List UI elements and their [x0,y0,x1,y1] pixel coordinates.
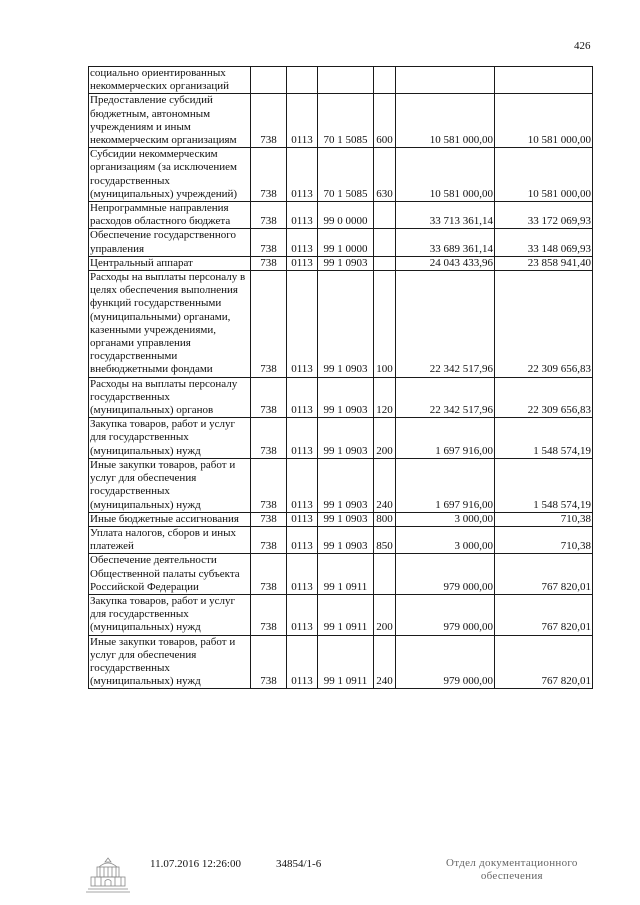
code-cell: 738 [251,271,287,378]
expense-type-cell [374,229,396,256]
table-row [89,418,593,459]
section-cell: 0113 [287,148,318,202]
table-row [89,554,593,595]
name-cell: социально ориентированных некоммерческих организаций [89,67,251,94]
article-cell: 99 1 0903 [318,458,374,512]
article-cell: 99 1 0911 [318,554,374,595]
amount-year1-cell: 22 342 517,96 [396,377,495,418]
code-cell: 738 [251,512,287,526]
code-cell: 738 [251,377,287,418]
code-cell: 738 [251,202,287,229]
name-cell: Центральный аппарат [89,256,251,270]
code-cell [251,67,287,94]
section-cell: 0113 [287,229,318,256]
expense-type-cell: 200 [374,594,396,635]
code-cell: 738 [251,94,287,148]
amount-year1-cell [396,67,495,94]
article-cell: 70 1 5085 [318,148,374,202]
amount-year2-cell: 767 820,01 [495,635,593,689]
article-cell: 99 1 0911 [318,594,374,635]
article-cell: 99 1 0903 [318,256,374,270]
name-cell: Иные бюджетные ассигнования [89,512,251,526]
name-cell: Предоставление субсидий бюджетным, автономным учреждениям и иным некоммерческим организациям [89,94,251,148]
section-cell: 0113 [287,377,318,418]
expense-type-cell: 600 [374,94,396,148]
amount-year2-cell: 22 309 656,83 [495,271,593,378]
amount-year1-cell: 1 697 916,00 [396,418,495,459]
code-cell: 738 [251,458,287,512]
section-cell: 0113 [287,256,318,270]
expense-type-cell: 200 [374,418,396,459]
expense-type-cell [374,67,396,94]
amount-year1-cell: 3 000,00 [396,512,495,526]
footer-doc-number: 34854/1-6 [276,858,322,870]
amount-year2-cell: 23 858 941,40 [495,256,593,270]
name-cell: Субсидии некоммерческим организациям (за исключением государственных (муниципальных) учреждений) [89,148,251,202]
expense-type-cell: 120 [374,377,396,418]
amount-year1-cell: 3 000,00 [396,526,495,553]
name-cell: Обеспечение деятельности Общественной палаты субъекта Российской Федерации [89,554,251,595]
code-cell: 738 [251,526,287,553]
page-number: 426 [574,40,591,52]
name-cell: Иные закупки товаров, работ и услуг для обеспечения государственных (муниципальных) нужд [89,635,251,689]
name-cell: Уплата налогов, сборов и иных платежей [89,526,251,553]
expense-type-cell: 630 [374,148,396,202]
expense-type-cell: 100 [374,271,396,378]
table-row [89,512,593,526]
amount-year1-cell: 22 342 517,96 [396,271,495,378]
article-cell: 99 1 0903 [318,271,374,378]
expense-type-cell: 240 [374,458,396,512]
section-cell: 0113 [287,554,318,595]
code-cell: 738 [251,229,287,256]
expense-type-cell: 800 [374,512,396,526]
amount-year1-cell: 1 697 916,00 [396,458,495,512]
amount-year2-cell: 1 548 574,19 [495,458,593,512]
stamp-line-2: обеспечения [480,870,543,882]
amount-year2-cell: 33 172 069,93 [495,202,593,229]
amount-year2-cell: 22 309 656,83 [495,377,593,418]
section-cell: 0113 [287,635,318,689]
section-cell: 0113 [287,202,318,229]
code-cell: 738 [251,635,287,689]
amount-year2-cell [495,67,593,94]
section-cell: 0113 [287,526,318,553]
amount-year2-cell: 767 820,01 [495,554,593,595]
article-cell: 99 1 0911 [318,635,374,689]
expense-type-cell [374,202,396,229]
amount-year1-cell: 10 581 000,00 [396,148,495,202]
code-cell: 738 [251,148,287,202]
amount-year2-cell: 10 581 000,00 [495,94,593,148]
amount-year1-cell: 33 689 361,14 [396,229,495,256]
section-cell: 0113 [287,271,318,378]
table-row [89,377,593,418]
name-cell: Обеспечение государственного управления [89,229,251,256]
amount-year2-cell: 767 820,01 [495,594,593,635]
name-cell: Расходы на выплаты персоналу государственных (муниципальных) органов [89,377,251,418]
amount-year2-cell: 10 581 000,00 [495,148,593,202]
name-cell: Закупка товаров, работ и услуг для государственных (муниципальных) нужд [89,418,251,459]
section-cell [287,67,318,94]
article-cell: 99 1 0903 [318,377,374,418]
table-row [89,458,593,512]
amount-year1-cell: 979 000,00 [396,635,495,689]
article-cell: 99 0 0000 [318,202,374,229]
table-row [89,229,593,256]
budget-table [88,66,593,689]
table-row [89,594,593,635]
expense-type-cell [374,256,396,270]
code-cell: 738 [251,418,287,459]
table-row [89,148,593,202]
table-row [89,256,593,270]
code-cell: 738 [251,594,287,635]
table-row [89,67,593,94]
article-cell: 99 1 0903 [318,418,374,459]
amount-year1-cell: 10 581 000,00 [396,94,495,148]
section-cell: 0113 [287,418,318,459]
amount-year2-cell: 710,38 [495,526,593,553]
table-row [89,271,593,378]
name-cell: Закупка товаров, работ и услуг для государственных (муниципальных) нужд [89,594,251,635]
amount-year2-cell: 1 548 574,19 [495,418,593,459]
expense-type-cell [374,554,396,595]
emblem-icon [85,855,131,895]
section-cell: 0113 [287,94,318,148]
expense-type-cell: 240 [374,635,396,689]
amount-year2-cell: 710,38 [495,512,593,526]
stamp-line-1: Отдел документационного [446,857,578,869]
article-cell: 99 1 0000 [318,229,374,256]
amount-year1-cell: 24 043 433,96 [396,256,495,270]
article-cell: 99 1 0903 [318,526,374,553]
department-stamp [446,857,578,883]
name-cell: Иные закупки товаров, работ и услуг для обеспечения государственных (муниципальных) нужд [89,458,251,512]
section-cell: 0113 [287,594,318,635]
article-cell: 70 1 5085 [318,94,374,148]
amount-year1-cell: 979 000,00 [396,554,495,595]
amount-year1-cell: 33 713 361,14 [396,202,495,229]
article-cell: 99 1 0903 [318,512,374,526]
amount-year1-cell: 979 000,00 [396,594,495,635]
amount-year2-cell: 33 148 069,93 [495,229,593,256]
section-cell: 0113 [287,458,318,512]
table-row [89,635,593,689]
expense-type-cell: 850 [374,526,396,553]
article-cell [318,67,374,94]
code-cell: 738 [251,554,287,595]
name-cell: Непрограммные направления расходов областного бюджета [89,202,251,229]
budget-table-body [89,67,593,689]
name-cell: Расходы на выплаты персоналу в целях обеспечения выполнения функций государственными (муниципальными) органами, казенными учреждениями, органами управления государственными внебюджетными фондами [89,271,251,378]
table-row [89,202,593,229]
footer-datetime: 11.07.2016 12:26:00 [150,858,241,870]
table-row [89,94,593,148]
code-cell: 738 [251,256,287,270]
table-row [89,526,593,553]
section-cell: 0113 [287,512,318,526]
